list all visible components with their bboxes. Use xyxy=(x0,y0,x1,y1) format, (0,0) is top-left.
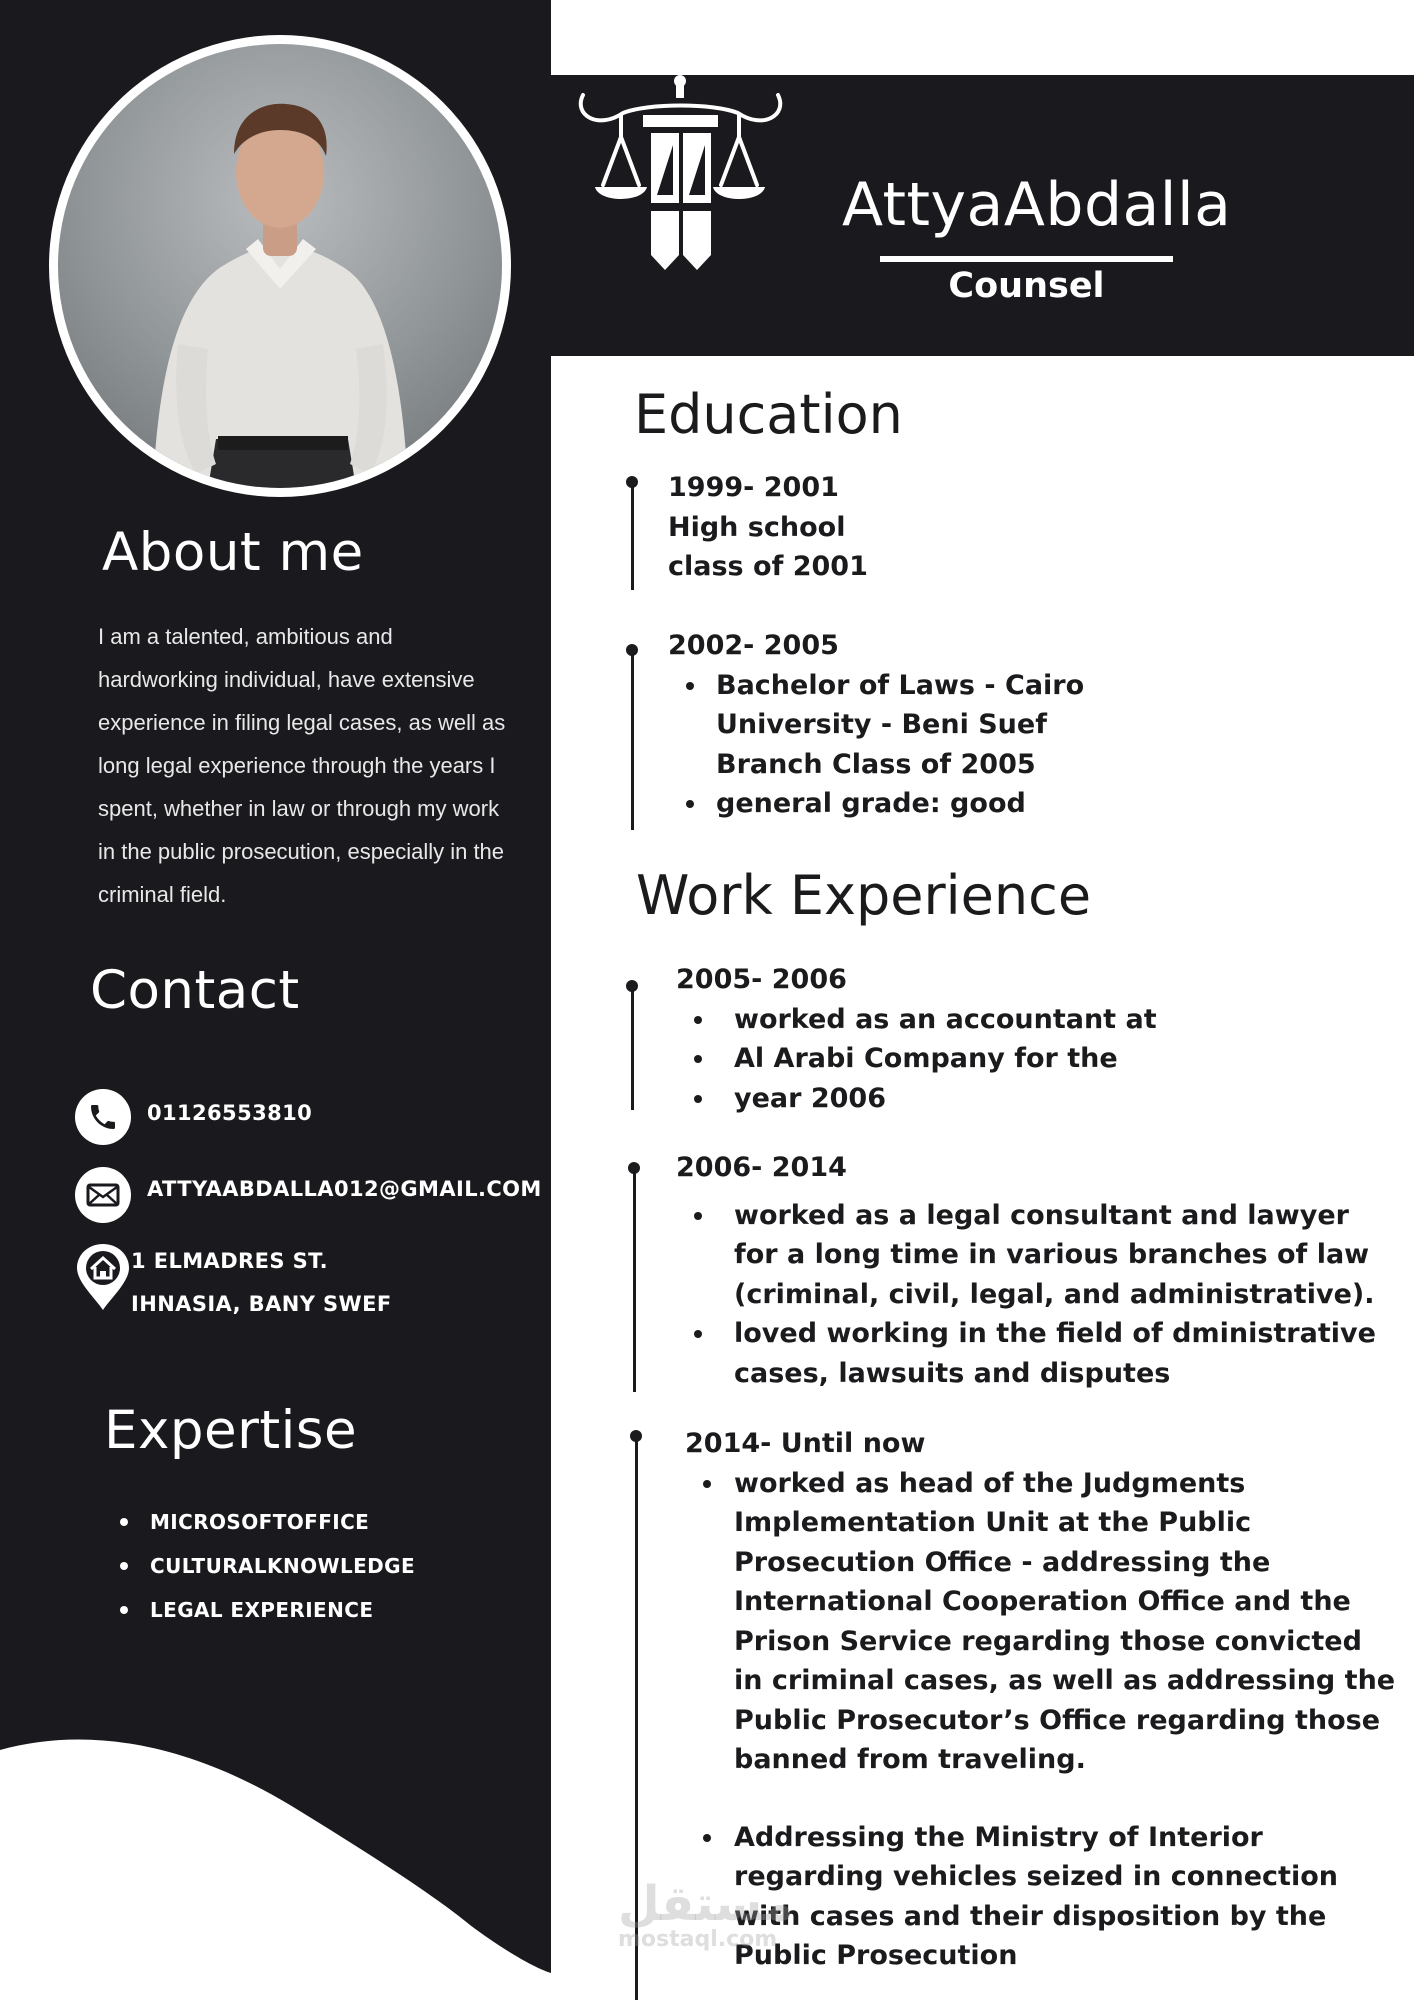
envelope-icon xyxy=(75,1167,131,1223)
sidebar-wave-decoration xyxy=(0,1735,551,2000)
timeline-line xyxy=(631,984,634,1110)
education-title: Education xyxy=(634,383,903,446)
contact-title: Contact xyxy=(90,960,300,1021)
entry-bullet: general grade: good xyxy=(668,784,1084,824)
entry-line: class of 2001 xyxy=(668,551,868,582)
timeline-dot xyxy=(630,1430,642,1442)
expertise-item: MICROSOFTOFFICE xyxy=(114,1500,415,1544)
profile-photo-frame xyxy=(49,35,511,497)
about-line: long legal experience through the years I xyxy=(98,753,496,778)
entry-bullet: worked as head of the Judgments Implementation Unit at the Public Prosecution Office - addressing the International Cooperation Office and the Prison Service regarding those convicted in criminal cases, as well as addressing the Public Prosecutor’s Office regarding those banned from traveling. xyxy=(685,1464,1395,1780)
entry-bullet: year 2006 xyxy=(676,1079,1157,1119)
address-line: 1 ELMADRES ST. xyxy=(131,1249,329,1273)
education-entry xyxy=(668,468,868,587)
profile-photo xyxy=(58,44,502,488)
entry-line: 1999- 2001 xyxy=(668,472,839,503)
entry-bullet: Al Arabi Company for the xyxy=(676,1039,1157,1079)
location-home-icon xyxy=(75,1242,131,1312)
candidate-role: Counsel xyxy=(948,266,1105,306)
timeline-line xyxy=(631,480,634,590)
timeline-dot xyxy=(626,644,638,656)
expertise-title: Expertise xyxy=(104,1400,358,1461)
about-line: in the public prosecution, especially in the xyxy=(98,839,505,864)
about-title: About me xyxy=(102,522,364,583)
about-line: I am a talented, ambitious and xyxy=(98,624,393,649)
address-line: IHNASIA, BANY SWEF xyxy=(131,1292,392,1316)
entry-bullet: Bachelor of Laws - Cairo University - Beni Suef Branch Class of 2005 xyxy=(668,666,1084,785)
watermark xyxy=(618,1876,794,1952)
timeline-dot xyxy=(628,1162,640,1174)
email-address: ATTYAABDALLA012@GMAIL.COM xyxy=(147,1177,542,1201)
entry-period: 2014- Until now xyxy=(685,1428,926,1459)
entry-bullet: Addressing the Ministry of Interior regarding vehicles seized in connection with cases and their disposition by the Public Prosecution xyxy=(685,1818,1395,1976)
phone-icon xyxy=(75,1089,131,1145)
timeline-line xyxy=(631,648,634,830)
about-text xyxy=(98,615,538,916)
about-line: spent, whether in law or through my work xyxy=(98,796,500,821)
scales-of-justice-aa-logo-icon xyxy=(553,75,803,275)
expertise-item: CULTURALKNOWLEDGE xyxy=(114,1544,415,1588)
entry-period: 2006- 2014 xyxy=(676,1152,847,1183)
timeline-line xyxy=(633,1172,636,1392)
entry-bullet: worked as an accountant at xyxy=(676,1000,1157,1040)
expertise-item: LEGAL EXPERIENCE xyxy=(114,1588,415,1632)
entry-period: 2002- 2005 xyxy=(668,630,839,661)
education-entry xyxy=(668,626,1084,824)
contact-address xyxy=(75,1242,392,1326)
entry-bullet: worked as a legal consultant and lawyer for a long time in various branches of law (criminal, civil, legal, and administrative). xyxy=(676,1196,1376,1315)
about-line: hardworking individual, have extensive xyxy=(98,667,475,692)
contact-phone[interactable] xyxy=(75,1089,312,1145)
work-experience-title: Work Experience xyxy=(636,864,1092,927)
entry-line: High school xyxy=(668,511,846,543)
watermark-arabic: مستقل xyxy=(618,1876,794,1932)
timeline-dot xyxy=(626,980,638,992)
name-underline xyxy=(880,256,1173,262)
candidate-name: AttyaAbdalla xyxy=(842,170,1232,240)
entry-period: 2005- 2006 xyxy=(676,964,847,995)
work-entry xyxy=(676,960,1157,1118)
entry-bullet: loved working in the field of dministrative cases, lawsuits and disputes xyxy=(676,1314,1376,1393)
timeline-dot xyxy=(626,476,638,488)
expertise-list xyxy=(114,1500,415,1632)
contact-email[interactable] xyxy=(75,1167,542,1223)
sidebar xyxy=(0,0,551,2000)
watermark-latin: mostaql.com xyxy=(618,1927,778,1952)
about-line: experience in filing legal cases, as well as xyxy=(98,710,506,735)
about-line: criminal field. xyxy=(98,882,227,907)
phone-number: 01126553810 xyxy=(147,1101,313,1125)
work-entry xyxy=(676,1148,1376,1393)
